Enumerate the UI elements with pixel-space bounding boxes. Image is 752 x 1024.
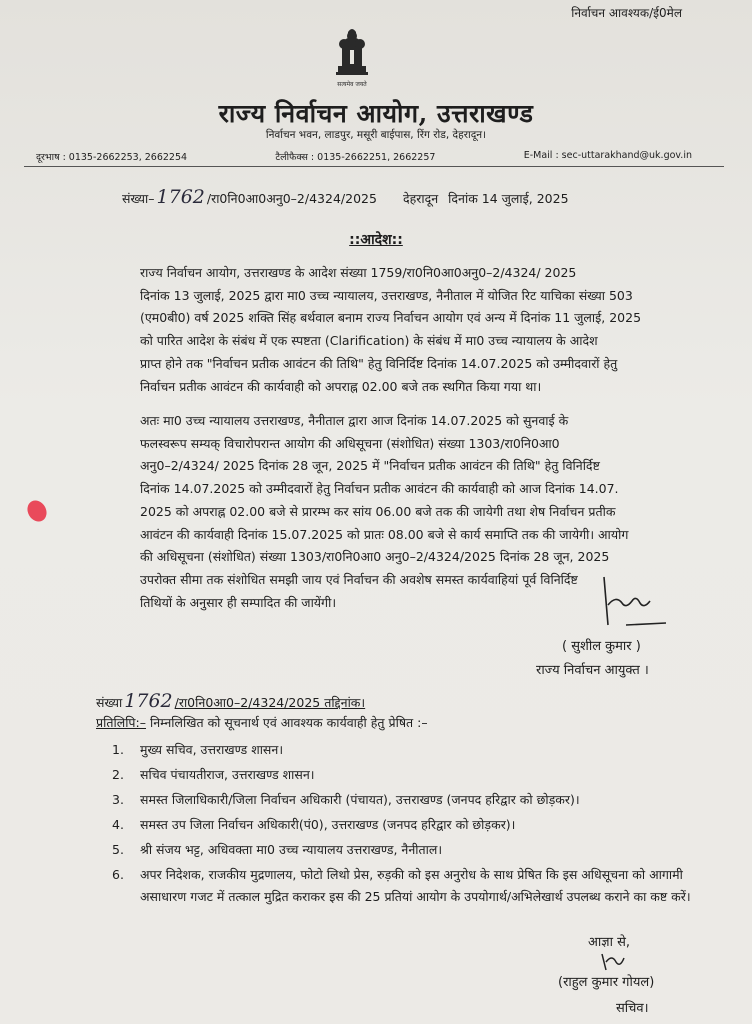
list-item-text: समस्त जिलाधिकारी/जिला निर्वाचन अधिकारी (पंचायत), उत्तराखण्ड (जनपद हरिद्वार को छोड़कर)। [140, 792, 580, 807]
list-item-number: 3. [112, 792, 124, 807]
list-item [112, 864, 732, 908]
reference-line [122, 186, 569, 208]
order-paragraph-1 [96, 262, 716, 398]
paragraph-line: उपरोक्त सीमा तक संशोधित समझी जाय एवं निर्वाचन की अवशेष समस्त कार्यवाहियां पूर्व विनिर्दिष्ट [140, 571, 578, 587]
paragraph-line: (एम0बी0) वर्ष 2025 शक्ति सिंह बर्थवाल बनाम राज्य निर्वाचन आयोग एवं अन्य में दिनांक 11 जुलाई, 2025 [140, 310, 642, 326]
office-title: राज्य निर्वाचन आयोग, उत्तराखण्ड [218, 99, 534, 128]
paragraph-line: तिथियों के अनुसार ही सम्पादित की जायेंगी। [140, 594, 337, 610]
list-item-text: सचिव पंचायतीराज, उत्तराखण्ड शासन। [140, 767, 315, 782]
copy-recipient-list [112, 739, 732, 912]
fax-number: टैलीफैक्स : 0135-2662251, 2662257 [275, 152, 436, 163]
paragraph-line: दिनांक 14.07.2025 को उम्मीदवारों हेतु निर्वाचन प्रतीक आवंटन की कार्यवाही को आज दिनांक 14.07. [140, 481, 619, 497]
office-address: निर्वाचन भवन, लाडपुर, मसूरी बाईपास, रिंग रोड, देहरादून। [265, 129, 487, 141]
paragraph-line: अतः मा0 उच्च न्यायालय उत्तराखण्ड, नैनीताल द्वारा आज दिनांक 14.07.2025 को सुनवाई के [140, 413, 569, 428]
copy-heading-label: प्रतिलिपि:– [96, 715, 146, 730]
phone-number: दूरभाष : 0135-2662253, 2662254 [36, 152, 188, 163]
secretary-title: सचिव। [616, 1001, 649, 1016]
list-item [112, 739, 732, 760]
list-item-number: 4. [112, 817, 124, 832]
handwritten-number: 1762 [156, 186, 205, 208]
copy-reference-suffix: /रा0नि0आ0–2/4324/2025 तद्दिनांक। [174, 695, 366, 710]
list-item [112, 764, 732, 785]
paragraph-line: की अधिसूचना (संशोधित) संख्या 1303/रा0नि0आ0 अनु0–2/4324/2025 दिनांक 28 जून, 2025 [140, 549, 610, 565]
list-item-number: 1. [112, 742, 124, 757]
order-heading-text: ::आदेश:: [349, 232, 403, 248]
signatory-name: ( सुशील कुमार ) [562, 639, 641, 654]
secretary-name: (राहुल कुमार गोयल) [558, 975, 655, 990]
list-item [112, 839, 732, 860]
list-item-number: 5. [112, 842, 124, 857]
signatory-title: राज्य निर्वाचन आयुक्त । [536, 663, 649, 678]
reference-place: देहरादून [402, 191, 439, 206]
paragraph-line: आवंटन की कार्यवाही दिनांक 15.07.2025 को प्रातः 08.00 बजे से कार्य समाप्ति तक की जायेगी। आयोग [140, 526, 629, 542]
copy-heading-text: निम्नलिखित को सूचनार्थ एवं आवश्यक कार्यवाही हेतु प्रेषित :– [146, 715, 428, 730]
paragraph-line: निर्वाचन प्रतीक आवंटन की कार्यवाही को अपराह्न 02.00 बजे तक स्थगित किया गया था। [140, 378, 542, 394]
paragraph-line: राज्य निर्वाचन आयोग, उत्तराखण्ड के आदेश संख्या 1759/रा0नि0आ0अनु0–2/4324/ 2025 [140, 265, 577, 280]
paragraph-line: दिनांक 13 जुलाई, 2025 द्वारा मा0 उच्च न्यायालय, उत्तराखण्ड, नैनीताल में योजित रिट याचिका संख्या 503 [140, 287, 633, 303]
email-address: E-Mail : sec-uttarakhand@uk.gov.in [523, 150, 692, 161]
paragraph-line: फलस्वरूप सम्यक् विचारोपरान्त आयोग की अधिसूचना (संशोधित) संख्या 1303/रा0नि0आ0 [140, 435, 560, 451]
initials-mark-icon [598, 950, 628, 974]
list-item [112, 814, 732, 835]
list-item-text: श्री संजय भट्ट, अधिवक्ता मा0 उच्च न्यायालय उत्तराखण्ड, नैनीताल। [140, 842, 443, 857]
list-item-text: अपर निदेशक, राजकीय मुद्रणालय, फोटो लिथो प्रेस, रुड़की को इस अनुरोध के साथ प्रेषित कि इस अधिसूचना को आगामी असाधारण गजट में तत्काल मुद्रित कराकर इस की 25 प्रतियां आयोग के उपयोगार्थ/अभिलेखार्थ उपलब्ध कराने का कष्ट करें। [140, 867, 691, 904]
paragraph-line: 2025 को अपराह्न 02.00 बजे से प्रारम्भ कर सांय 06.00 बजे तक की जायेगी तथा शेष निर्वाचन प्रतीक [140, 503, 616, 519]
red-ink-mark [24, 497, 51, 525]
list-item-text: मुख्य सचिव, उत्तराखण्ड शासन। [140, 742, 284, 757]
paragraph-line: को पारित आदेश के संबंध में एक स्पष्टता (Clarification) के संबंध में मा0 उच्च न्यायालय के आदेश [140, 333, 598, 349]
paragraph-line: प्राप्त होने तक "निर्वाचन प्रतीक आवंटन की तिथि" हेतु विनिर्दिष्ट दिनांक 14.07.2025 को उम्मीदवारों हेतु [140, 355, 618, 371]
list-item-text: समस्त उप जिला निर्वाचन अधिकारी(पं0), उत्तराखण्ड (जनपद हरिद्वार को छोड़कर)। [140, 817, 516, 832]
list-item [112, 789, 732, 810]
copy-heading [96, 714, 428, 731]
signature-mark-icon [596, 575, 676, 630]
copy-reference-line [96, 690, 365, 712]
reference-date: दिनांक 14 जुलाई, 2025 [448, 191, 569, 206]
contact-line [36, 150, 692, 163]
header-divider [24, 166, 724, 167]
list-item-number: 2. [112, 767, 124, 782]
order-heading [0, 230, 752, 249]
reference-label: संख्या– [122, 191, 155, 206]
paragraph-line: अनु0–2/4324/ 2025 दिनांक 28 जून, 2025 में "निर्वाचन प्रतीक आवंटन की तिथि" हेतु विनिर्दिष्ट [140, 458, 600, 474]
handwritten-number: 1762 [124, 690, 173, 712]
copy-reference-label: संख्या [96, 695, 123, 710]
list-item-number: 6. [112, 867, 124, 882]
corner-note: निर्वाचन आवश्यक/ई0मेल [571, 6, 682, 20]
by-order-text: आज्ञा से, [588, 935, 631, 950]
reference-suffix: /रा0नि0आ0अनु0–2/4324/2025 [206, 191, 377, 206]
national-emblem-icon [328, 20, 376, 90]
svg-text:सत्यमेव जयते: सत्यमेव जयते [337, 81, 367, 88]
